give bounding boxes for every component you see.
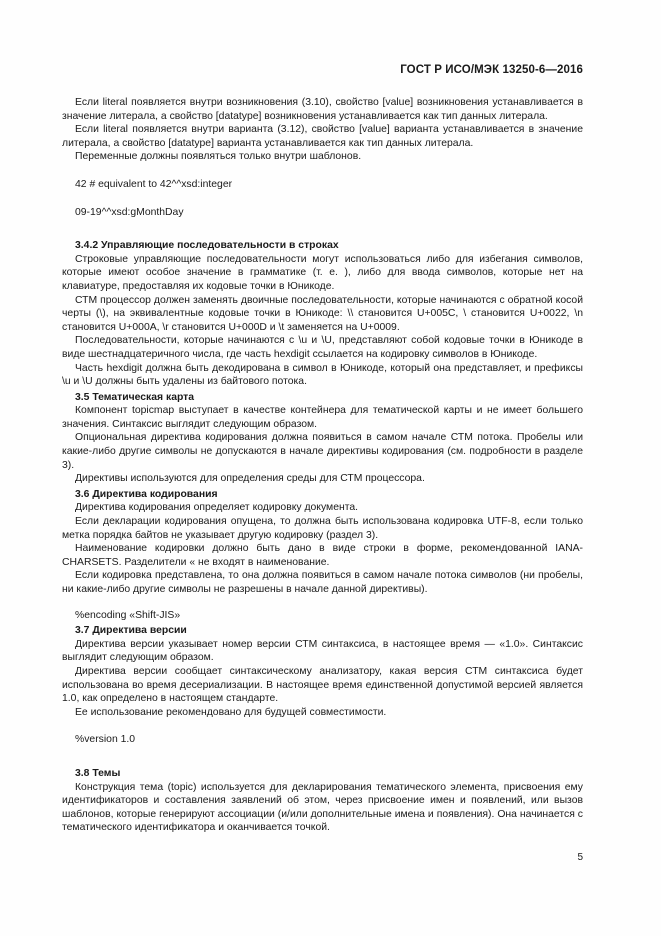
paragraph: Переменные должны появляться только внутри шаблонов. [75,151,362,163]
code-example: 09-19^^xsd:gMonthDay [75,206,184,218]
code-example: %encoding «Shift-JIS» [75,609,181,621]
paragraph: СТМ процессор должен заменять двоичные последовательности, которые начинаются с обратной косой черты (\), на эквивалентные кодовые точки в Юникоде: \\ становится U+005C, \ становится U+0022, \n становится U+000A, \r становится U+000D и \t заменяется на U+0009. [62,294,583,333]
paragraph: Директива версии сообщает синтаксическому анализатору, какая версия СТМ синтаксиса будет использована во время десериализации. В настоящее время единственной допустимой версией является 1.0, как определено в настоящем стандарте. [62,665,583,705]
paragraph: Строковые управляющие последовательности могут использоваться либо для избегания символов, которые имеют особое значение в грамматике (т. е. ), либо для ввода символов, которые нет на клавиатуре, предоставляя их кодовые точки в Юникоде. [62,253,583,292]
section-heading: 3.5 Тематическая карта [75,391,195,403]
section-heading: 3.8 Темы [75,767,121,779]
paragraph: Компонент topicmap выступает в качестве контейнера для тематической карты и не имеет большего значения. Синтаксис выглядит следующим образом. [62,405,583,430]
paragraph: Опциональная директива кодирования должна появиться в самом начале СТМ потока. Пробелы или какие-либо другие символы не допускаются в начале директивы кодирования (см. подробности в разделе 3). [62,432,583,471]
code-example: %version 1.0 [75,734,136,746]
paragraph: Ее использование рекомендовано для будущей совместимости. [75,706,387,718]
paragraph: Если literal появляется внутри возникновения (3.10), свойство [value] возникновения устанавливается в значение литерала, а свойство [datatype] возникновения устанавливается как тип данных литерала. [62,97,583,122]
paragraph: Часть hexdigit должна быть декодирована в символ в Юникоде, который она представляет, и префиксы \u и \U должны быть удалены из байтового потока. [62,362,583,388]
paragraph: Наименование кодировки должно быть дано в виде строки в форме, рекомендованной IANA-CHARSETS. Разделители « не входят в наименование. [62,543,583,568]
code-example: 42 # equivalent to 42^^xsd:integer [75,178,233,190]
section-heading: 3.6 Директива кодирования [75,488,218,500]
paragraph: Директивы используются для определения среды для СТМ процессора. [75,473,425,485]
paragraph: Конструкция тема (topic) используется для декларирования тематического элемента, присвоения ему идентификаторов и составления заявлений об этом, через присвоение имен и появлений, или вызов шаблонов, которые генерируют ассоциации (и/или дополнительные имена и появления). Она начинается с тематического идентификатора и оканчивается точкой. [62,781,583,834]
paragraph: Если literal появляется внутри варианта (3.12), свойство [value] варианта устанавливается в значение литерала, а свойство [datatype] варианта устанавливается как тип данных литерала. [62,124,583,149]
page-content [62,96,583,835]
paragraph: Директива кодирования определяет кодировку документа. [75,502,359,514]
section-heading: 3.4.2 Управляющие последовательности в строках [75,240,339,252]
page-number: 5 [577,852,583,863]
paragraph: Если кодировка представлена, то она должна появиться в самом начале потока символов (ни пробелы, ни какие-либо другие символы не разрешены в начале данной директивы). [62,570,583,595]
section-heading: 3.7 Директива версии [75,625,187,637]
paragraph: Если декларации кодирования опущена, то должна быть использована кодировка UTF-8, если только метка порядка байтов не указывает другую кодировку (раздел 3). [62,516,583,541]
paragraph: Последовательности, которые начинаются с \u и \U, представляют собой кодовые точки в Юникоде в виде шестнадцатеричного числа, где часть hexdigit ссылается на кодировку символов в Юникоде. [62,335,583,360]
paragraph: Директива версии указывает номер версии СТМ синтаксиса, в настоящее время — «1.0». Синтаксис выглядит следующим образом. [62,638,583,664]
standard-header: ГОСТ Р ИСО/МЭК 13250-6—2016 [400,64,583,76]
